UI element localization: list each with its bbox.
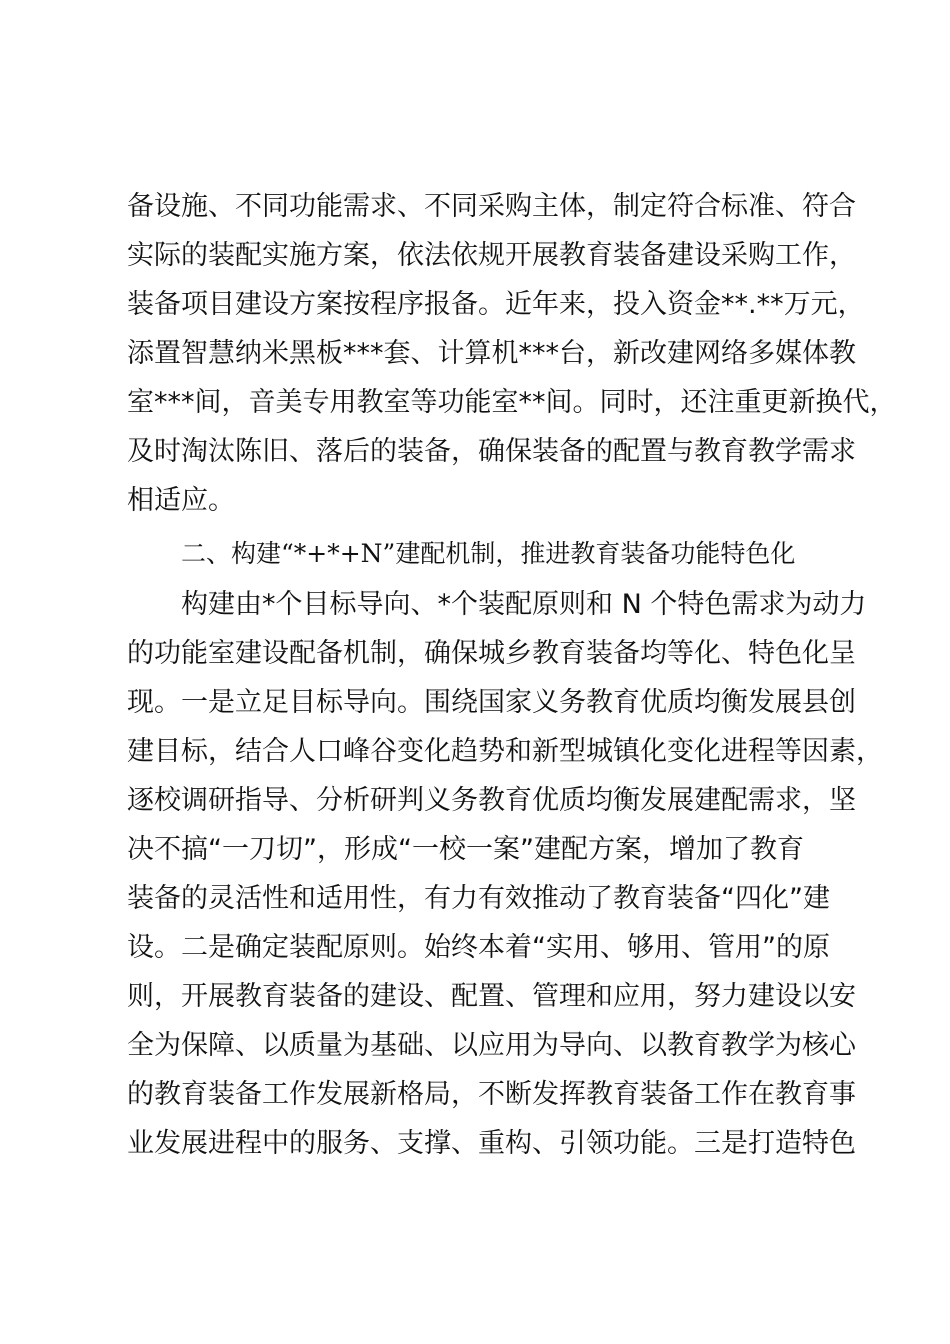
paragraph-line: 及时淘汰陈旧、落后的装备，确保装备的配置与教育教学需求: [127, 436, 856, 467]
paragraph-line: 决不搞“一刀切”，形成“一校一案”建配方案，增加了教育: [127, 834, 804, 865]
paragraph-line: 的教育装备工作发展新格局，不断发挥教育装备工作在教育事: [127, 1079, 856, 1110]
paragraph-line: 设。二是确定装配原则。始终本着“实用、够用、管用”的原: [127, 932, 830, 963]
paragraph-line: 现。一是立足目标导向。围绕国家义务教育优质均衡发展县创: [127, 687, 856, 718]
paragraph-line: 装备的灵活性和适用性，有力有效推动了教育装备“四化”建: [127, 883, 830, 914]
paragraph-line: 建目标，结合人口峰谷变化趋势和新型城镇化变化进程等因素，: [127, 736, 883, 767]
paragraph-line: 相适应。: [127, 485, 235, 516]
paragraph-line: 室***间，音美专用教室等功能室**间。同时，还注重更新换代，: [127, 387, 897, 418]
paragraph-line: 构建由*个目标导向、*个装配原则和 N 个特色需求为动力: [181, 589, 867, 620]
paragraph-line: 装备项目建设方案按程序报备。近年来，投入资金**.**万元，: [127, 289, 865, 320]
paragraph-line: 实际的装配实施方案，依法依规开展教育装备建设采购工作，: [127, 240, 856, 271]
paragraph-line: 添置智慧纳米黑板***套、计算机***台，新改建网络多媒体教: [127, 338, 856, 369]
paragraph-line: 业发展进程中的服务、支撑、重构、引领功能。三是打造特色: [127, 1128, 856, 1159]
paragraph-line: 的功能室建设配备机制，确保城乡教育装备均等化、特色化呈: [127, 638, 856, 669]
paragraph-line: 则，开展教育装备的建设、配置、管理和应用，努力建设以安: [127, 981, 856, 1012]
paragraph-line: 逐校调研指导、分析研判义务教育优质均衡发展建配需求，坚: [127, 785, 856, 816]
paragraph-line: 全为保障、以质量为基础、以应用为导向、以教育教学为核心: [127, 1030, 856, 1061]
paragraph-line: 备设施、不同功能需求、不同采购主体，制定符合标准、符合: [127, 191, 856, 222]
section-heading: 二、构建“*+*+N”建配机制，推进教育装备功能特色化: [181, 539, 796, 568]
